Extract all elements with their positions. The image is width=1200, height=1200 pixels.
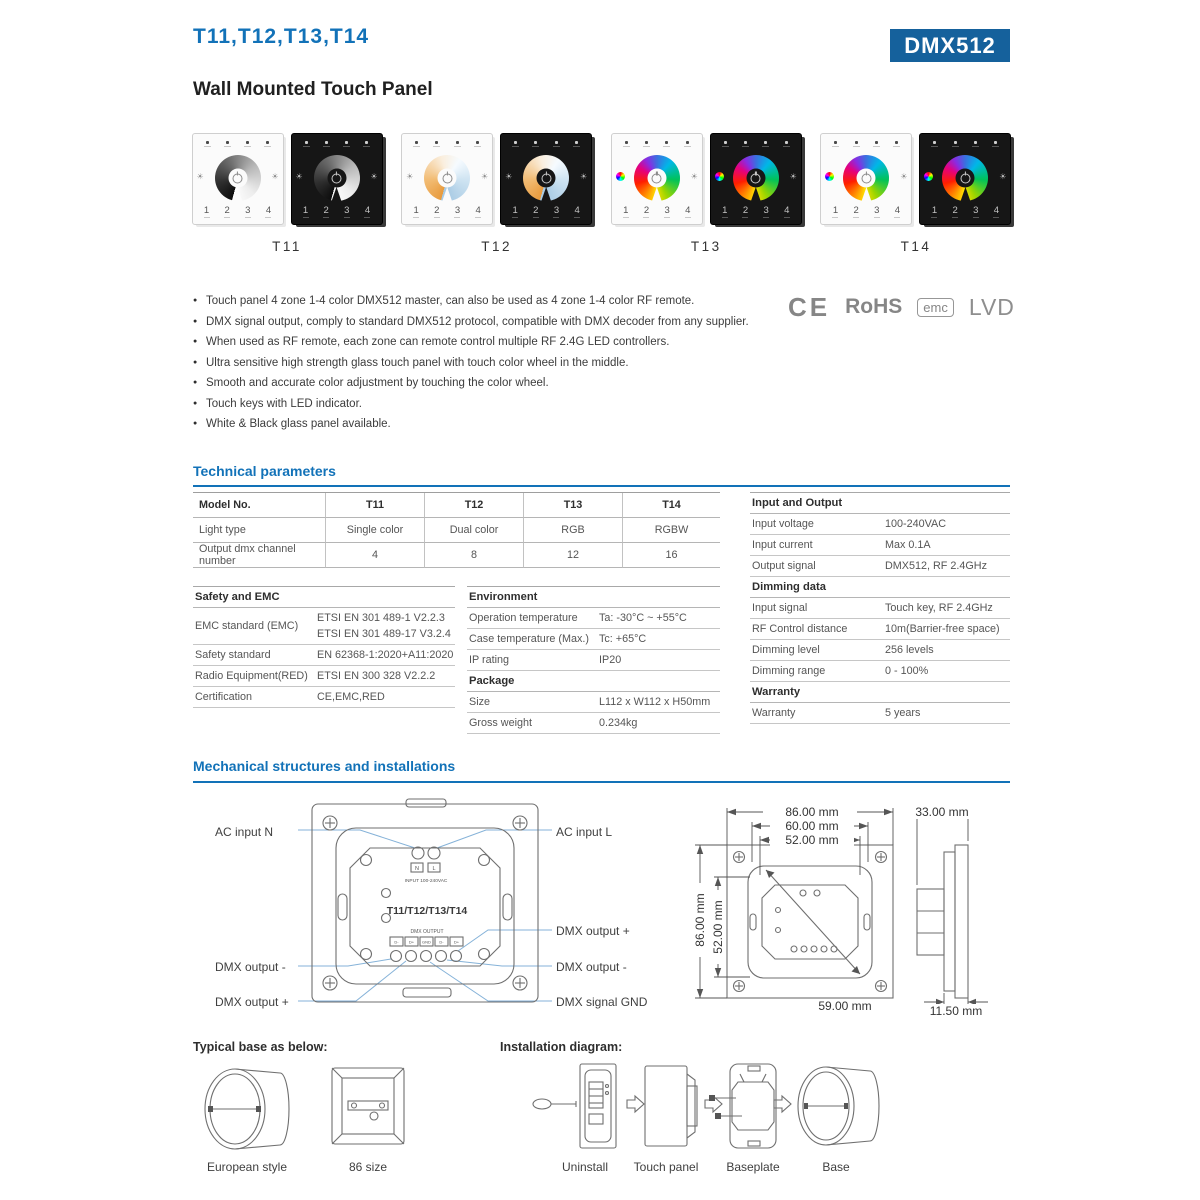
brightness-down-icon[interactable]: ☀ [406,172,414,181]
zone-key-4[interactable]: 4 [685,205,691,216]
zone-key-3[interactable]: 3 [664,205,670,216]
zone-key-3[interactable]: 3 [763,205,769,216]
section-title: Dimming data [750,577,1010,598]
zone-number-keys [512,206,580,218]
callout-dmx-output-minus: DMX output - [556,960,627,974]
environment-table [467,586,720,734]
brightness-up-icon[interactable]: ☀ [480,172,489,181]
touch-panel-t13-white[interactable] [611,133,703,225]
color-wheel-cct[interactable] [424,155,470,201]
zone-key-4[interactable]: 4 [784,205,790,216]
zone-key-4[interactable]: 4 [574,205,580,216]
zone-key-1[interactable]: 1 [722,205,728,216]
model-table-cell: Light type [193,518,325,543]
technical-parameters-heading: Technical parameters [193,463,336,479]
certification-marks [788,292,1015,322]
wheel-notch [441,187,454,202]
callout-ac-input-l: AC input L [556,825,613,839]
model-table-cell: RGBW [622,518,720,543]
arrow-icon [627,1096,644,1112]
dimension-side-view [917,845,968,998]
color-wheel-grayscale[interactable] [215,155,261,201]
zone-number-keys [832,206,900,218]
label-uninstall: Uninstall [561,1160,609,1174]
technical-rule [193,485,1010,487]
spec-row: Case temperature (Max.) Tc: +65°C [467,629,720,650]
page-subtitle: Wall Mounted Touch Panel [193,79,433,100]
wheel-notch [231,187,244,202]
label-baseplate: Baseplate [726,1160,780,1174]
ce-mark-icon: CE [788,291,831,322]
touch-panel-t14-white[interactable] [820,133,912,225]
terminal-label: D- [394,939,399,945]
zone-key-1[interactable]: 1 [203,205,210,216]
zone-key-dots [204,141,272,147]
model-table-cell: Output dmx channel number [193,543,325,568]
spec-row: Dimming range 0 - 100% [750,661,1010,682]
product-gallery [193,133,1010,254]
zone-key-2[interactable]: 2 [643,205,650,216]
touch-panel-t11-black[interactable] [291,133,383,225]
zone-key-dots [413,141,481,147]
zone-key-dots [512,141,580,147]
dim-width-mid: 60.00 mm [770,819,854,833]
zone-key-3[interactable]: 3 [553,205,560,216]
zone-key-2[interactable]: 2 [323,205,329,216]
label-european-style: European style [206,1160,288,1174]
power-icon[interactable] [960,173,970,183]
dmx512-badge: DMX512 [890,29,1010,62]
lvd-mark-icon: LVD [968,293,1015,320]
zone-key-dots [832,141,900,147]
spec-row: Size L112 x W112 x H50mm [467,692,720,713]
base-drawing [798,1067,879,1145]
color-wheel-icon[interactable] [616,172,625,181]
model-table-header: T11 [325,493,424,518]
spec-row: Dimming level 256 levels [750,640,1010,661]
input-output-table [750,492,1010,724]
spec-row: Safety standard EN 62368-1:2020+A11:2020 [193,645,455,666]
zone-key-1[interactable]: 1 [512,205,518,216]
product-label-t11: T11 [272,239,302,254]
model-table-header: T13 [523,493,622,518]
terminal-l-label: L [432,866,436,872]
brightness-down-icon[interactable]: ☀ [295,172,303,181]
feature-item: ● When used as RF remote, each zone can remote control multiple RF 2.4G LED controllers. [193,336,793,348]
label-86-size: 86 size [348,1160,388,1174]
wheel-center [228,169,247,188]
spec-row: RF Control distance 10m(Barrier-free space) [750,619,1010,640]
zone-key-dots [303,141,371,147]
european-base-drawing [205,1069,289,1149]
model-table-header: T12 [424,493,523,518]
spec-row: EMC standard (EMC) ETSI EN 301 489-1 V2.2.3 ETSI EN 301 489-17 V3.2.4 [193,608,455,645]
back-panel-view [312,799,538,1002]
dim-width-inner: 52.00 mm [770,833,854,847]
color-wheel-icon[interactable] [924,172,933,181]
model-table-cell: Dual color [424,518,523,543]
brightness-up-icon[interactable]: ☀ [271,172,279,181]
label-base: Base [822,1160,850,1174]
size-86-box-drawing [332,1068,404,1144]
callout-dmx-output-minus: DMX output - [215,960,286,974]
terminal-label: D- [439,939,444,945]
zone-key-2[interactable]: 2 [224,205,230,216]
callout-dmx-output-plus: DMX output + [556,924,630,938]
spec-row: Gross weight 0.234kg [467,713,720,734]
color-wheel-grayscale[interactable] [314,155,360,201]
product-t14 [822,133,1010,254]
product-t11 [193,133,381,254]
dim-height-inner: 52.00 mm [711,890,725,964]
callout-ac-input-n: AC input N [215,825,274,839]
product-t13 [612,133,800,254]
terminal-label: GND [422,939,431,945]
touch-panel-drawing [645,1066,697,1146]
wheel-notch [650,187,663,202]
product-label-t14: T14 [900,239,932,254]
dmx-output-label: DMX OUTPUT [410,929,444,935]
zone-key-3[interactable]: 3 [874,205,880,216]
spec-row: Input current Max 0.1A [750,535,1010,556]
dim-width-outer: 86.00 mm [770,805,854,819]
model-table-cell: 8 [424,543,523,568]
power-icon[interactable] [861,173,871,183]
zone-number-keys [722,206,790,218]
zone-key-4[interactable]: 4 [475,205,481,216]
typical-base-title: Typical base as below: [193,1040,328,1054]
spec-row: Input signal Touch key, RF 2.4GHz [750,598,1010,619]
zone-number-keys [204,206,272,218]
wheel-notch [749,187,762,202]
touch-panel-t12-black[interactable] [500,133,592,225]
zone-key-3[interactable]: 3 [344,205,350,216]
zone-key-1[interactable]: 1 [931,205,938,216]
touch-panel-t12-white[interactable] [401,133,493,225]
dimension-front-view [727,840,893,998]
model-name-label: T11/T12/T13/T14 [386,905,468,917]
wheel-center [857,169,876,188]
feature-item: ● Touch panel 4 zone 1-4 color DMX512 master, can also be used as 4 zone 1-4 color RF remote. [193,295,793,307]
zone-key-3[interactable]: 3 [245,205,251,216]
spec-row: Radio Equipment(RED) ETSI EN 300 328 V2.2.2 [193,666,455,687]
callout-dmx-signal-gnd: DMX signal GND [556,995,648,1009]
power-icon[interactable] [751,173,761,183]
zone-key-dots [722,141,790,147]
zone-key-1[interactable]: 1 [623,205,629,216]
touch-panel-t13-black[interactable] [710,133,802,225]
zone-number-keys [931,206,999,218]
spec-row: IP rating IP20 [467,650,720,671]
wheel-center [327,169,346,188]
wheel-center [647,169,666,188]
zone-key-2[interactable]: 2 [742,205,749,216]
wheel-notch [959,187,972,202]
color-wheel-rgbw[interactable] [942,155,988,201]
zone-key-dots [623,141,691,147]
spec-row: Warranty 5 years [750,703,1010,724]
mechanical-rule [193,781,1010,783]
zone-key-4[interactable]: 4 [265,205,272,216]
model-table-cell: RGB [523,518,622,543]
brightness-up-icon[interactable]: ☀ [789,172,797,181]
brightness-up-icon[interactable]: ☀ [690,172,698,181]
section-title: Environment [467,587,720,608]
feature-item: ● DMX signal output, comply to standard DMX512 protocol, compatible with DMX decoder from any supplier. [193,316,793,328]
feature-item: ● White & Black glass panel available. [193,418,793,430]
zone-key-3[interactable]: 3 [973,205,979,216]
spec-row: Input voltage 100-240VAC [750,514,1010,535]
touch-panel-t11-white[interactable] [192,133,284,225]
feature-list [193,295,793,439]
wheel-center [537,169,556,188]
zone-number-keys [413,206,481,218]
color-wheel-icon[interactable] [825,172,834,181]
brightness-up-icon[interactable]: ☀ [370,172,378,181]
brightness-down-icon[interactable]: ☀ [505,172,513,181]
rohs-mark-icon: RoHS [845,295,903,318]
terminal-label: D+ [408,939,415,945]
dim-depth: 33.00 mm [900,805,984,819]
dim-panel-thickness: 11.50 mm [916,1004,996,1018]
zone-key-2[interactable]: 2 [853,205,859,216]
zone-key-2[interactable]: 2 [533,205,539,216]
model-table-cell: 12 [523,543,622,568]
installation-title: Installation diagram: [500,1040,623,1054]
section-title: Package [467,671,720,692]
power-icon[interactable] [652,173,662,183]
safety-emc-table [193,586,455,708]
zone-number-keys [623,206,691,218]
brightness-up-icon[interactable]: ☀ [579,172,588,181]
section-title: Safety and EMC [193,587,455,608]
power-icon[interactable] [541,173,551,183]
emc-mark-icon: emc [917,298,954,317]
zone-key-dots [931,141,999,147]
model-table-cell: 4 [325,543,424,568]
color-wheel-rgbw[interactable] [843,155,889,201]
installation-drawings [190,1056,1010,1162]
zone-key-1[interactable]: 1 [302,205,309,216]
zone-key-1[interactable]: 1 [413,205,419,216]
dim-height-outer: 86.00 mm [693,883,707,957]
spec-row: Output signal DMX512, RF 2.4GHz [750,556,1010,577]
spec-row: Certification CE,EMC,RED [193,687,455,708]
wheel-center [438,169,457,188]
mechanical-heading: Mechanical structures and installations [193,758,456,774]
wheel-notch [540,187,553,202]
product-label-t13: T13 [690,239,722,254]
model-table-cell: 16 [622,543,720,568]
brightness-up-icon[interactable]: ☀ [999,172,1007,181]
zone-key-2[interactable]: 2 [952,205,958,216]
model-table-header: Model No. [193,493,325,518]
color-wheel-icon[interactable] [715,172,724,181]
callout-dmx-output-plus: DMX output + [215,995,289,1009]
feature-item: ● Smooth and accurate color adjustment by touching the color wheel. [193,377,793,389]
uninstall-drawing [533,1064,616,1148]
zone-number-keys [303,206,371,218]
color-wheel-rgb[interactable] [733,155,779,201]
color-wheel-cct[interactable] [523,155,569,201]
model-table-cell: Single color [325,518,424,543]
terminal-n-label: N [415,866,419,872]
power-icon[interactable] [233,173,243,183]
power-icon[interactable] [442,173,452,183]
section-title: Input and Output [750,493,1010,514]
zone-key-4[interactable]: 4 [894,205,901,216]
product-t12 [403,133,591,254]
brightness-down-icon[interactable]: ☀ [196,172,204,181]
zone-key-1[interactable]: 1 [832,205,839,216]
spec-row: Operation temperature Ta: -30°C ~ +55°C [467,608,720,629]
wheel-center [746,169,765,188]
brightness-up-icon[interactable]: ☀ [900,172,908,181]
wheel-notch [860,187,873,202]
input-voltage-label: INPUT 100-240VAC [404,879,448,884]
product-label-t12: T12 [481,239,513,254]
label-touch-panel: Touch panel [633,1160,699,1174]
wheel-notch [330,187,343,202]
back-panel-texts [387,866,468,945]
dim-diagonal: 59.00 mm [800,999,890,1013]
power-icon[interactable] [332,173,342,183]
zone-key-3[interactable]: 3 [454,205,461,216]
model-table-header: T14 [622,493,720,518]
page-title: T11,T12,T13,T14 [193,25,370,48]
zone-key-2[interactable]: 2 [434,205,440,216]
color-wheel-rgb[interactable] [634,155,680,201]
terminal-label: D+ [453,939,460,945]
touch-panel-t14-black[interactable] [919,133,1011,225]
section-title: Warranty [750,682,1010,703]
feature-item: ● Touch keys with LED indicator. [193,398,793,410]
model-table [193,492,720,568]
zone-key-4[interactable]: 4 [364,205,371,216]
wheel-center [956,169,975,188]
feature-item: ● Ultra sensitive high strength glass touch panel with touch color wheel in the middle. [193,357,793,369]
zone-key-4[interactable]: 4 [993,205,1000,216]
